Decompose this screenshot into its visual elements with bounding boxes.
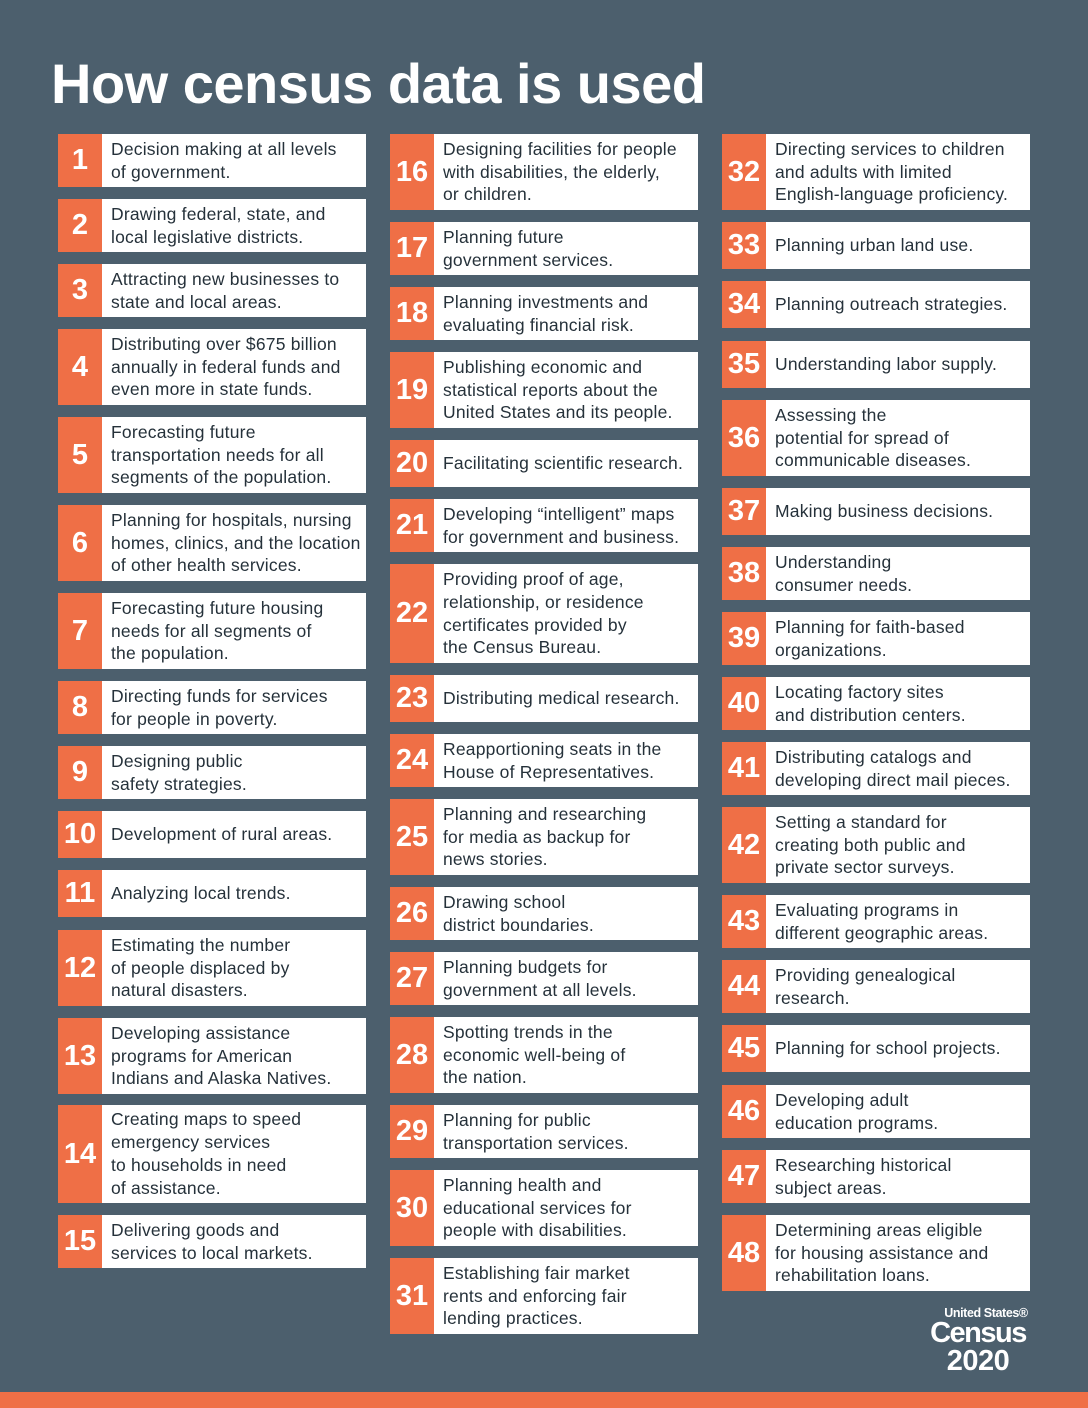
usage-item (390, 287, 698, 340)
item-description: Attracting new businesses to state and local areas. (102, 264, 366, 317)
usage-item (58, 199, 366, 252)
item-number-badge: 39 (722, 612, 766, 665)
item-number-badge: 19 (390, 352, 434, 428)
item-description: Providing genealogical research. (766, 960, 1030, 1013)
usage-item (722, 807, 1030, 883)
item-description: Facilitating scientific research. (434, 440, 698, 487)
item-number-badge: 16 (390, 134, 434, 210)
item-description: Directing services to children and adults with limited English-language proficiency. (766, 134, 1030, 210)
item-description: Forecasting future housing needs for all segments of the population. (102, 593, 366, 669)
usage-item (390, 134, 698, 210)
usage-item (722, 742, 1030, 795)
item-description: Evaluating programs in different geographic areas. (766, 895, 1030, 948)
item-description: Determining areas eligible for housing assistance and rehabilitation loans. (766, 1215, 1030, 1291)
item-number-badge: 18 (390, 287, 434, 340)
item-description: Spotting trends in the economic well-being of the nation. (434, 1017, 698, 1093)
item-number-badge: 38 (722, 547, 766, 600)
usage-item (58, 681, 366, 734)
item-number-badge: 30 (390, 1170, 434, 1246)
usage-item (722, 222, 1030, 269)
item-description: Providing proof of age, relationship, or residence certificates provided by the Census Bureau. (434, 564, 698, 663)
item-description: Understanding labor supply. (766, 341, 1030, 388)
item-description: Directing funds for services for people in poverty. (102, 681, 366, 734)
item-description: Understanding consumer needs. (766, 547, 1030, 600)
item-number-badge: 12 (58, 930, 102, 1006)
usage-item (390, 887, 698, 940)
usage-item (390, 675, 698, 722)
item-number-badge: 1 (58, 134, 102, 187)
item-description: Designing facilities for people with disabilities, the elderly, or children. (434, 134, 698, 210)
usage-item (390, 734, 698, 787)
item-description: Developing adult education programs. (766, 1085, 1030, 1138)
item-description: Planning and researching for media as backup for news stories. (434, 799, 698, 875)
usage-item (390, 1105, 698, 1158)
item-number-badge: 41 (722, 742, 766, 795)
usage-item (722, 612, 1030, 665)
usage-item (722, 1025, 1030, 1072)
usage-item (722, 1150, 1030, 1203)
usage-item (58, 1215, 366, 1268)
item-number-badge: 14 (58, 1105, 102, 1203)
usage-item (390, 222, 698, 275)
item-number-badge: 48 (722, 1215, 766, 1291)
usage-item (722, 341, 1030, 388)
item-number-badge: 45 (722, 1025, 766, 1072)
item-description: Researching historical subject areas. (766, 1150, 1030, 1203)
usage-item (390, 1258, 698, 1334)
page-title: How census data is used (51, 52, 706, 115)
item-description: Developing “intelligent” maps for government and business. (434, 499, 698, 552)
item-number-badge: 40 (722, 677, 766, 730)
usage-item (58, 134, 366, 187)
item-number-badge: 32 (722, 134, 766, 210)
item-description: Planning urban land use. (766, 222, 1030, 269)
item-number-badge: 5 (58, 417, 102, 493)
item-description: Developing assistance programs for American Indians and Alaska Natives. (102, 1018, 366, 1094)
usage-item (722, 281, 1030, 328)
item-number-badge: 34 (722, 281, 766, 328)
item-number-badge: 27 (390, 952, 434, 1005)
item-number-badge: 11 (58, 870, 102, 917)
item-number-badge: 9 (58, 746, 102, 799)
item-number-badge: 43 (722, 895, 766, 948)
item-number-badge: 13 (58, 1018, 102, 1094)
item-number-badge: 7 (58, 593, 102, 669)
logo-line-united-states: United States® (944, 1306, 1028, 1320)
item-description: Planning budgets for government at all levels. (434, 952, 698, 1005)
item-number-badge: 42 (722, 807, 766, 883)
item-number-badge: 4 (58, 329, 102, 405)
usage-item (390, 499, 698, 552)
item-number-badge: 6 (58, 505, 102, 581)
item-description: Drawing school district boundaries. (434, 887, 698, 940)
item-number-badge: 35 (722, 341, 766, 388)
item-number-badge: 26 (390, 887, 434, 940)
usage-item (58, 870, 366, 917)
item-description: Assessing the potential for spread of communicable diseases. (766, 400, 1030, 476)
item-description: Planning for school projects. (766, 1025, 1030, 1072)
item-description: Planning outreach strategies. (766, 281, 1030, 328)
item-number-badge: 21 (390, 499, 434, 552)
item-number-badge: 10 (58, 811, 102, 858)
item-number-badge: 8 (58, 681, 102, 734)
usage-item (390, 352, 698, 428)
logo-line-census: Census (930, 1317, 1026, 1349)
item-description: Drawing federal, state, and local legislative districts. (102, 199, 366, 252)
item-number-badge: 28 (390, 1017, 434, 1093)
item-description: Reapportioning seats in the House of Representatives. (434, 734, 698, 787)
item-description: Distributing medical research. (434, 675, 698, 722)
item-number-badge: 25 (390, 799, 434, 875)
item-number-badge: 2 (58, 199, 102, 252)
item-description: Planning for hospitals, nursing homes, clinics, and the location of other health services. (102, 505, 366, 581)
item-description: Development of rural areas. (102, 811, 366, 858)
item-description: Publishing economic and statistical reports about the United States and its people. (434, 352, 698, 428)
item-number-badge: 36 (722, 400, 766, 476)
item-number-badge: 33 (722, 222, 766, 269)
item-number-badge: 20 (390, 440, 434, 487)
item-description: Planning for public transportation services. (434, 1105, 698, 1158)
item-number-badge: 3 (58, 264, 102, 317)
item-description: Planning investments and evaluating financial risk. (434, 287, 698, 340)
item-number-badge: 15 (58, 1215, 102, 1268)
item-number-badge: 23 (390, 675, 434, 722)
item-description: Planning future government services. (434, 222, 698, 275)
item-description: Establishing fair market rents and enforcing fair lending practices. (434, 1258, 698, 1334)
usage-item (58, 329, 366, 405)
item-description: Distributing catalogs and developing direct mail pieces. (766, 742, 1030, 795)
item-description: Making business decisions. (766, 488, 1030, 535)
item-description: Decision making at all levels of government. (102, 134, 366, 187)
item-number-badge: 24 (390, 734, 434, 787)
usage-item (58, 1018, 366, 1094)
usage-item (722, 895, 1030, 948)
item-description: Setting a standard for creating both public and private sector surveys. (766, 807, 1030, 883)
item-description: Creating maps to speed emergency services to households in need of assistance. (102, 1105, 366, 1203)
usage-item (390, 1017, 698, 1093)
item-description: Locating factory sites and distribution centers. (766, 677, 1030, 730)
item-description: Planning for faith-based organizations. (766, 612, 1030, 665)
usage-item (58, 930, 366, 1006)
item-number-badge: 31 (390, 1258, 434, 1334)
item-description: Distributing over $675 billion annually in federal funds and even more in state funds. (102, 329, 366, 405)
item-number-badge: 29 (390, 1105, 434, 1158)
item-number-badge: 22 (390, 564, 434, 663)
usage-item (58, 264, 366, 317)
usage-item (722, 1215, 1030, 1291)
usage-item (722, 488, 1030, 535)
item-description: Analyzing local trends. (102, 870, 366, 917)
item-description: Forecasting future transportation needs for all segments of the population. (102, 417, 366, 493)
usage-item (390, 440, 698, 487)
item-number-badge: 17 (390, 222, 434, 275)
item-number-badge: 44 (722, 960, 766, 1013)
item-description: Delivering goods and services to local markets. (102, 1215, 366, 1268)
usage-item (58, 593, 366, 669)
usage-item (58, 505, 366, 581)
usage-item (722, 134, 1030, 210)
usage-item (390, 799, 698, 875)
item-number-badge: 47 (722, 1150, 766, 1203)
item-number-badge: 37 (722, 488, 766, 535)
item-description: Estimating the number of people displaced by natural disasters. (102, 930, 366, 1006)
usage-item (58, 811, 366, 858)
usage-item (722, 1085, 1030, 1138)
logo-line-year: 2020 (946, 1345, 1010, 1377)
usage-item (722, 677, 1030, 730)
usage-item (722, 547, 1030, 600)
usage-item (58, 1105, 366, 1203)
item-description: Designing public safety strategies. (102, 746, 366, 799)
item-number-badge: 46 (722, 1085, 766, 1138)
usage-item (722, 400, 1030, 476)
usage-item (58, 417, 366, 493)
usage-item (390, 952, 698, 1005)
usage-item (390, 1170, 698, 1246)
bottom-accent-bar (0, 1392, 1088, 1408)
usage-item (722, 960, 1030, 1013)
item-description: Planning health and educational services for people with disabilities. (434, 1170, 698, 1246)
usage-item (58, 746, 366, 799)
census-2020-logo (922, 1306, 1034, 1376)
usage-item (390, 564, 698, 663)
